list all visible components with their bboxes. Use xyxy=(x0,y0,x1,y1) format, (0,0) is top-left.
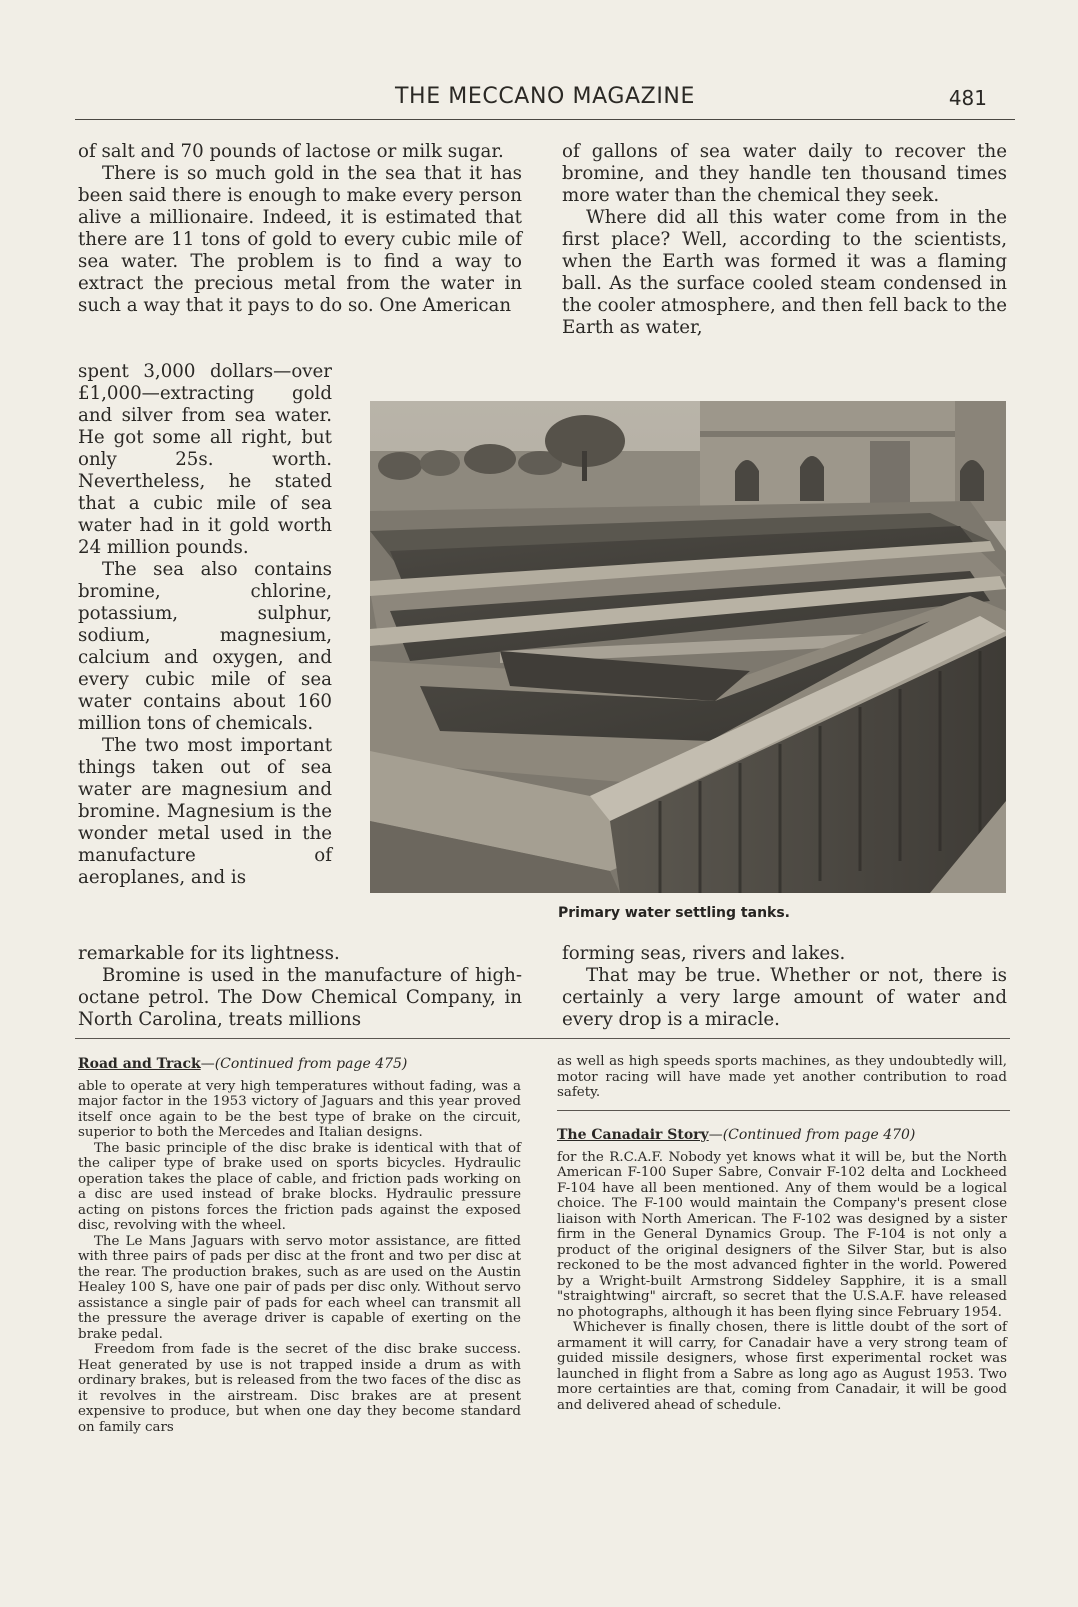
paragraph: of gallons of sea water daily to recover the bromine, and they handle ten thousand times more water than the chemical they seek. xyxy=(562,141,1007,206)
header-rule xyxy=(75,119,1015,120)
article-title: The Canadair Story xyxy=(557,1127,709,1143)
paragraph: remarkable for its lightness. xyxy=(78,943,340,964)
paragraph: spent 3,000 dollars—over £1,000—extracting gold and silver from sea water. He got some all right, but only 25s. worth. Nevertheless, he stated that a cubic mile of sea water had in it gold worth 24 million pounds. xyxy=(78,361,332,558)
paragraph: That may be true. Whether or not, there is certainly a very large amount of water and every drop is a miracle. xyxy=(562,965,1007,1030)
continued-note: (Continued from page 470) xyxy=(722,1127,916,1143)
article-title: Road and Track xyxy=(78,1056,201,1072)
article-heading: Road and Track—(Continued from page 475) xyxy=(78,1056,408,1072)
article-divider xyxy=(557,1110,1010,1111)
road-and-track-article xyxy=(78,1057,521,1435)
magazine-title: THE MECCANO MAGAZINE xyxy=(395,84,695,109)
road-and-track-article-end xyxy=(557,1054,1007,1101)
paragraph: forming seas, rivers and lakes. xyxy=(562,943,846,964)
section-divider xyxy=(75,1038,1010,1039)
paragraph: The sea also contains bromine, chlorine, potassium, sulphur, sodium, magnesium, calcium and oxygen, and every cubic mile of sea water contains about 160 million tons of chemicals. xyxy=(78,559,332,734)
article-right-column-top xyxy=(562,141,1007,339)
paragraph: Where did all this water come from in the first place? Well, according to the scientists, when the Earth was formed it was a flaming ball. As the surface cooled steam condensed in the cooler atmosphere, and then fell back to the Earth as water, xyxy=(562,207,1007,338)
paragraph: Whichever is finally chosen, there is little doubt of the sort of armament it will carry, for Canadair have a very strong team of guided missile designers, whose first experimental rocket was launched in flight from a Sabre as long ago as August 1953. Two more certainties are that, coming from Canadair, it will be good and delivered ahead of schedule. xyxy=(557,1320,1007,1413)
article-left-column-bottom xyxy=(78,943,522,1031)
paragraph: The basic principle of the disc brake is identical with that of the caliper type of brake used on sports bicycles. Hydraulic operation takes the place of cable, and friction pads working on a disc are used instead of brake blocks. Hydraulic pressure acting on pistons forces the friction pads against the exposed disc, revolving with the wheel. xyxy=(78,1140,521,1233)
article-left-column-top xyxy=(78,141,522,317)
continued-note: (Continued from page 475) xyxy=(214,1056,408,1072)
settling-tanks-photo xyxy=(370,401,1006,893)
page-header xyxy=(75,78,1015,120)
paragraph: Bromine is used in the manufacture of high-octane petrol. The Dow Chemical Company, in North Carolina, treats millions xyxy=(78,965,522,1030)
page-number: 481 xyxy=(948,86,987,110)
paragraph: There is so much gold in the sea that it has been said there is enough to make every person alive a millionaire. Indeed, it is estimated that there are 11 tons of gold to every cubic mile of sea water. The problem is to find a way to extract the precious metal from the water in such a way that it pays to do so. One American xyxy=(78,163,522,316)
paragraph: The Le Mans Jaguars with servo motor assistance, are fitted with three pairs of pads per disc at the front and two per disc at the rear. The production brakes, such as are used on the Austin Healey 100 S, have one pair of pads per disc only. Without servo assistance a single pair of pads for each wheel can transmit all the pressure the average driver is capable of exerting on the brake pedal. xyxy=(78,1233,521,1342)
canadair-story-article xyxy=(557,1128,1007,1413)
article-heading: The Canadair Story—(Continued from page 470) xyxy=(557,1127,916,1143)
paragraph: Freedom from fade is the secret of the disc brake success. Heat generated by use is not trapped inside a drum as with ordinary brakes, but is released from the two faces of the disc as it revolves in the airstream. Disc brakes are at present expensive to produce, but when one day they become standard on family cars xyxy=(78,1342,521,1435)
paragraph: of salt and 70 pounds of lactose or milk sugar. xyxy=(78,141,504,162)
figure-caption: Primary water settling tanks. xyxy=(558,905,790,921)
paragraph: as well as high speeds sports machines, as they undoubtedly will, motor racing will have made yet another contribution to road safety. xyxy=(557,1054,1007,1100)
paragraph: The two most important things taken out of sea water are magnesium and bromine. Magnesium is the wonder metal used in the manufacture of aeroplanes, and is xyxy=(78,735,332,888)
paragraph: able to operate at very high temperatures without fading, was a major factor in the 1953 victory of Jaguars and this year proved itself once again to be the best type of brake on the circuit, superior to both the Mercedes and Italian designs. xyxy=(78,1078,521,1140)
paragraph: for the R.C.A.F. Nobody yet knows what it will be, but the North American F-100 Super Sabre, Convair F-102 delta and Lockheed F-104 have all been mentioned. Any of them would be a logical choice. The F-100 would maintain the Company's present close liaison with North American. The F-102 was designed by a sister firm in the General Dynamics Group. The F-104 is not only a product of the original designers of the Silver Star, but is also reckoned to be the most advanced fighter in the world. Powered by a Wright-built Armstrong Siddeley Sapphire, it is a small "straightwing" aircraft, so secret that the U.S.A.F. have released no photographs, although it has been flying since February 1954. xyxy=(557,1149,1007,1320)
article-right-column-bottom xyxy=(562,943,1007,1031)
article-left-column-wrap xyxy=(78,361,332,889)
